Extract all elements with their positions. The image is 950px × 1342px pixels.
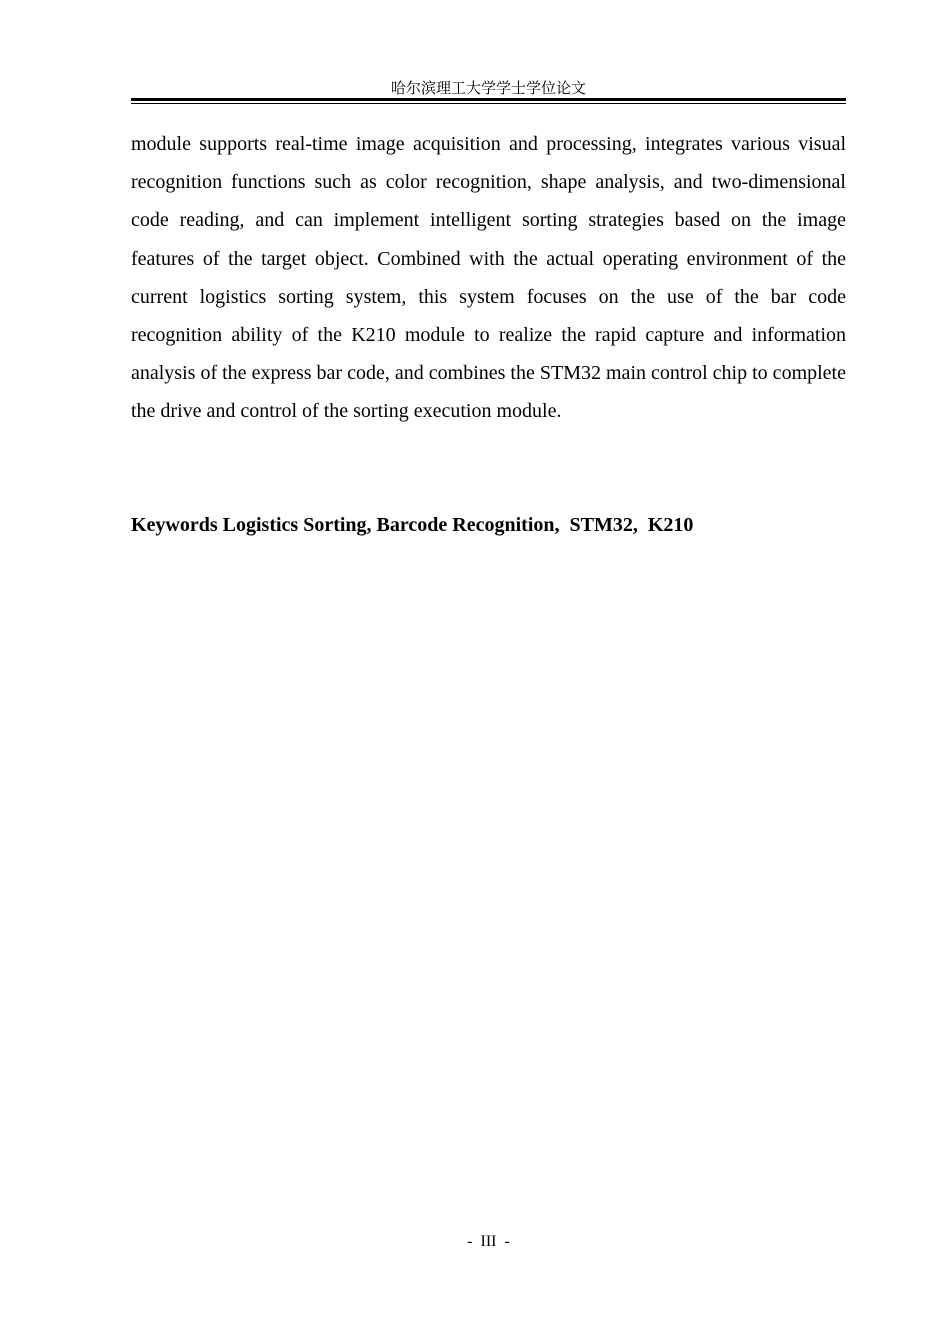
- keywords-line: Keywords Logistics Sorting, Barcode Recognition, STM32, K210: [131, 514, 694, 536]
- abstract-paragraph: module supports real-time image acquisition and processing, integrates various visual recognition functions such as color recognition, shape analysis, and two-dimensional code reading, and can implement intelligent sorting strategies based on the image features of the target object. Combined with the actual operating environment of the current logistics sorting system, this system focuses on the use of the bar code recognition ability of the K210 module to realize the rapid capture and information analysis of the express bar code, and combines the STM32 main control chip to complete the drive and control of the sorting execution module.: [131, 133, 846, 423]
- page-header-title: 哈尔滨理工大学学士学位论文: [390, 79, 586, 97]
- page-number: - III -: [467, 1233, 510, 1250]
- header-rule-thin: [131, 103, 846, 104]
- header-rule-thick: [131, 98, 846, 101]
